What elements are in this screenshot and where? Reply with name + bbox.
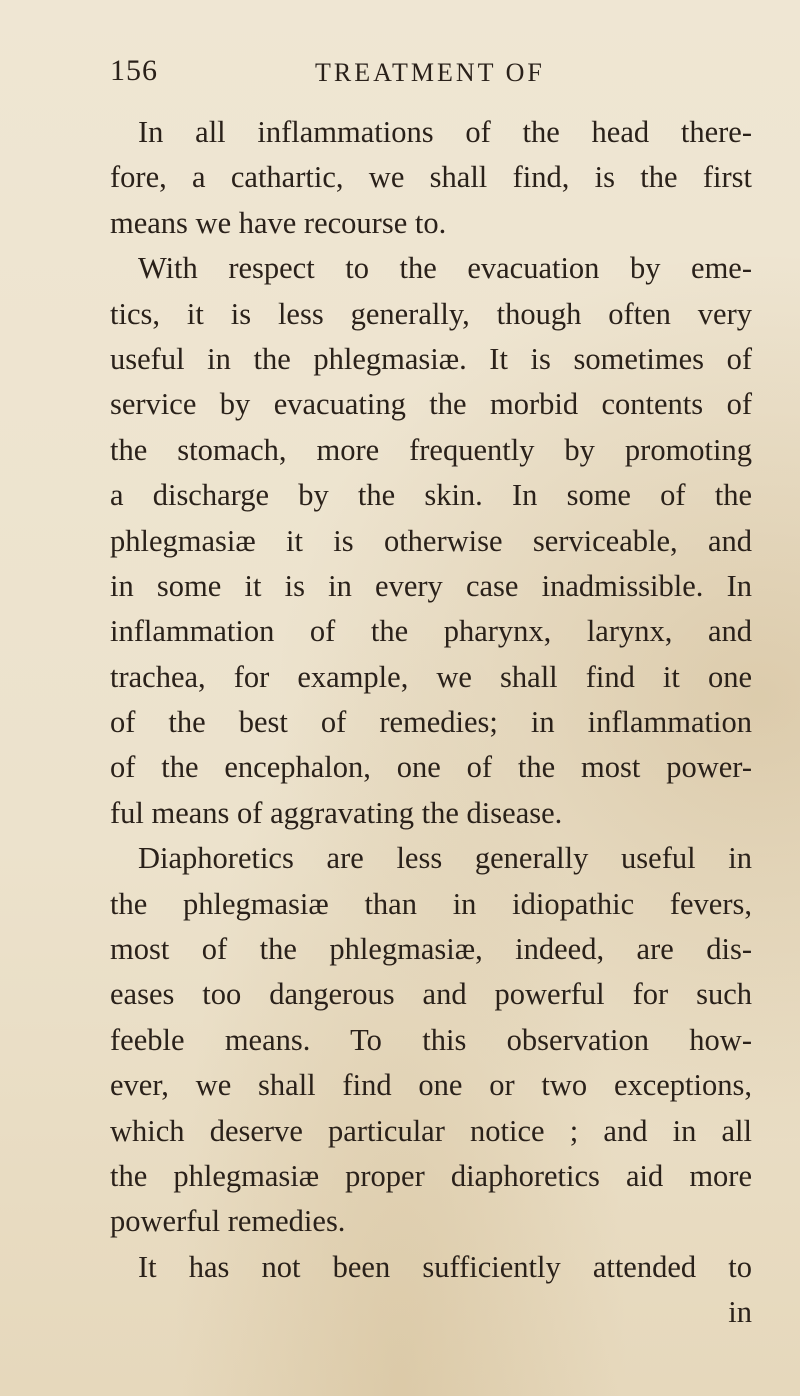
text-line: fore, a cathartic, we shall find, is the first	[110, 160, 752, 195]
text-line: tics, it is less generally, though often very	[110, 296, 752, 331]
text-line: a discharge by the skin. In some of the	[110, 478, 752, 513]
text-line: the phlegmasiæ than in idiopathic fevers,	[110, 886, 752, 921]
text-line: service by evacuating the morbid contents of	[110, 387, 752, 422]
text-line: powerful remedies.	[110, 1204, 346, 1239]
body-text	[110, 110, 752, 1336]
text-line: useful in the phlegmasiæ. It is sometimes of	[110, 341, 752, 376]
text-line: Diaphoretics are less generally useful in	[138, 841, 752, 876]
text-line: the stomach, more frequently by promoting	[110, 432, 752, 467]
text-line: the phlegmasiæ proper diaphoretics aid more	[110, 1158, 752, 1193]
running-head	[110, 54, 750, 94]
page-number: 156	[110, 54, 158, 87]
text-line: feeble means. To this observation how-	[110, 1022, 752, 1057]
text-line: It has not been sufficiently attended to	[138, 1249, 752, 1284]
text-line: of the encephalon, one of the most power-	[110, 750, 752, 785]
text-line: eases too dangerous and powerful for such	[110, 977, 752, 1012]
text-line: In all inflammations of the head there-	[138, 115, 752, 149]
text-line: inflammation of the pharynx, larynx, and	[110, 614, 752, 649]
running-title: TREATMENT OF	[315, 58, 545, 87]
catchword: in	[728, 1295, 752, 1330]
text-line: in some it is in every case inadmissible. In	[110, 568, 752, 603]
text-line: of the best of remedies; in inflammation	[110, 705, 752, 740]
text-line: means we have recourse to.	[110, 205, 447, 240]
text-line: ful means of aggravating the disease.	[110, 795, 563, 830]
text-line: ever, we shall find one or two exceptions,	[110, 1068, 752, 1103]
text-line: phlegmasiæ it is otherwise serviceable, and	[110, 523, 752, 558]
text-line: With respect to the evacuation by eme-	[138, 251, 752, 286]
text-line: which deserve particular notice ; and in all	[110, 1113, 752, 1148]
text-line: most of the phlegmasiæ, indeed, are dis-	[110, 932, 752, 967]
text-line: trachea, for example, we shall find it one	[110, 659, 752, 694]
